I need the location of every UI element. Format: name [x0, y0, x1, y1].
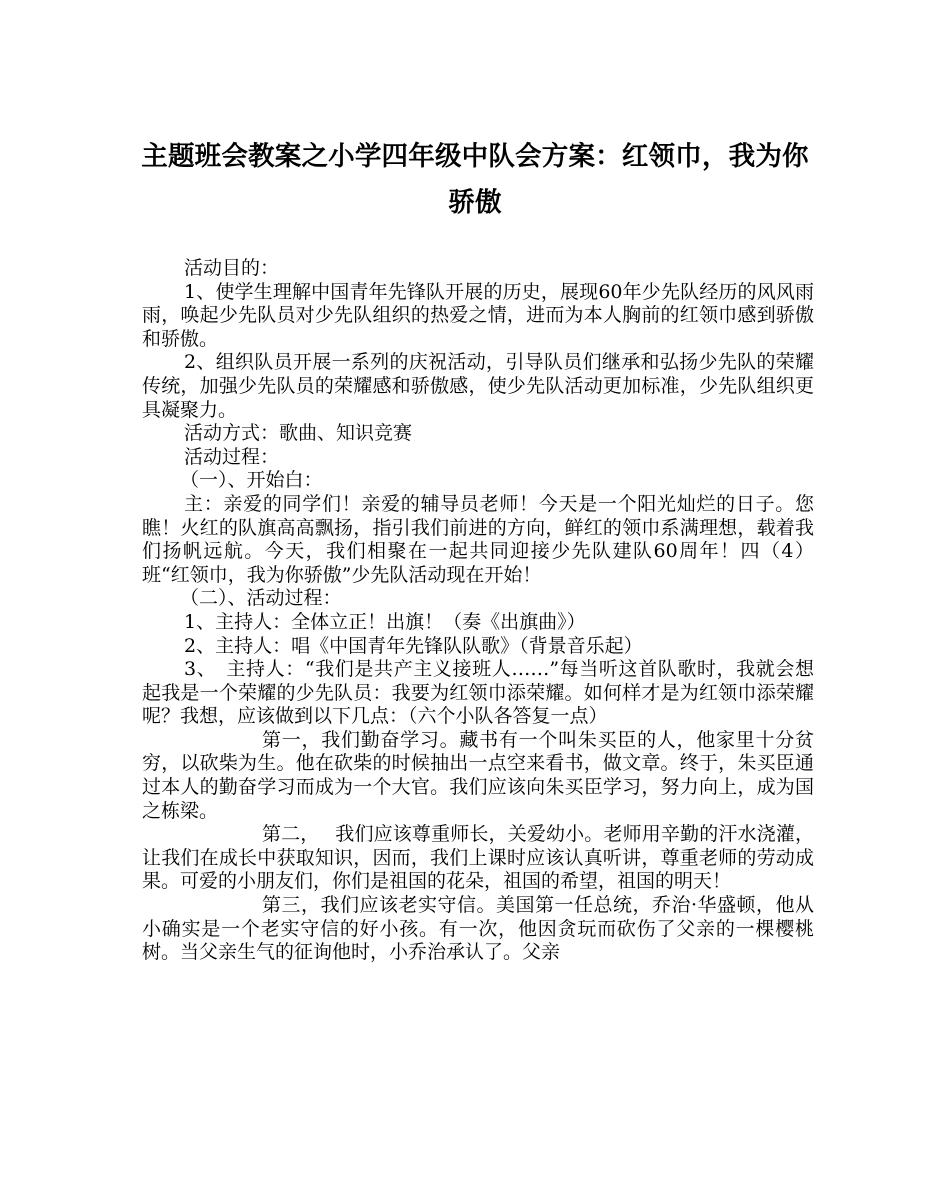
paragraph-point-2: 第二， 我们应该尊重师长，关爱幼小。老师用辛勤的汗水浇灌，让我们在成长中获取知识，因而，我们上课时应该认真听讲，尊重老师的劳动成果。可爱的小朋友们，你们是祖国的花朵，祖国的希望，祖国的明天！: [142, 823, 814, 893]
document-body: [142, 257, 814, 965]
paragraph-step-1: 1、主持人：全体立正！出旗！（奏《出旗曲》）: [184, 610, 586, 633]
paragraph-section-opening: （一）、开始白：: [180, 469, 323, 492]
paragraph-activity-method: 活动方式：歌曲、知识竞赛: [184, 422, 413, 445]
paragraph-section-process: （二）、活动过程：: [180, 587, 342, 610]
paragraph-activity-process-heading: 活动过程：: [184, 445, 280, 468]
paragraph-host-opening-speech: 主：亲爱的同学们！亲爱的辅导员老师！今天是一个阳光灿烂的日子。您瞧！火红的队旗高高飘扬，指引我们前进的方向，鲜红的领巾系满理想，载着我们扬帆远航。今天，我们相聚在一起共同迎接少先队建队60周年！四（4）班“红领巾，我为你骄傲”少先队活动现在开始！: [142, 492, 814, 586]
paragraph-point-3: 第三，我们应该老实守信。美国第一任总统，乔治·华盛顿，他从小确实是一个老实守信的好小孩。有一次，他因贪玩而砍伤了父亲的一棵樱桃树。当父亲生气的征询他时，小乔治承认了。父亲: [142, 894, 814, 964]
document-title: 主题班会教案之小学四年级中队会方案：红领巾，我为你骄傲: [141, 141, 809, 218]
paragraph-activity-goal-heading: 活动目的：: [184, 257, 280, 279]
paragraph-goal-2: 2、组织队员开展一系列的庆祝活动，引导队员们继承和弘扬少先队的荣耀传统，加强少先队员的荣耀感和骄傲感，使少先队活动更加标准，少先队组织更具凝聚力。: [142, 351, 814, 421]
paragraph-goal-1: 1、使学生理解中国青年先锋队开展的历史，展现60年少先队经历的风风雨雨，唤起少先队员对少先队组织的热爱之情，进而为本人胸前的红领巾感到骄傲和骄傲。: [142, 280, 814, 350]
paragraph-step-3: 3、 主持人：“我们是共产主义接班人……”每当听这首队歌时，我就会想起我是一个荣耀的少先队员：我要为红领巾添荣耀。如何样才是为红领巾添荣耀呢？我想，应该做到以下几点：（六个小队各答复一点）: [142, 658, 814, 728]
paragraph-step-2: 2、主持人：唱《中国青年先锋队队歌》（背景音乐起）: [184, 634, 643, 657]
paragraph-point-1: 第一，我们勤奋学习。藏书有一个叫朱买臣的人，他家里十分贫穷，以砍柴为生。他在砍柴的时候抽出一点空来看书，做文章。终于，朱买臣通过本人的勤奋学习而成为一个大官。我们应该向朱买臣学习，努力向上，成为国之栋梁。: [142, 728, 814, 822]
